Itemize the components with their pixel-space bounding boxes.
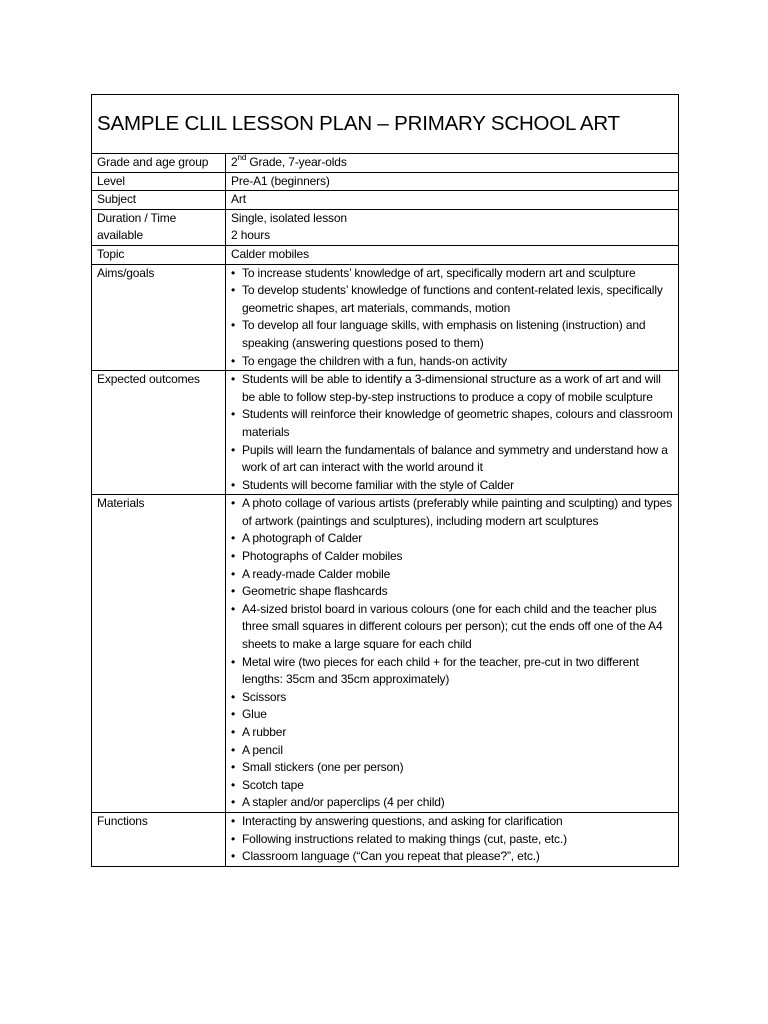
list-item: • Classroom language (“Can you repeat that please?”, etc.) <box>231 848 674 866</box>
subject-label: Subject <box>92 191 226 210</box>
list-item: • A rubber <box>231 724 674 742</box>
functions-list <box>231 813 674 866</box>
level-label: Level <box>92 172 226 191</box>
row-level <box>92 172 678 191</box>
row-topic <box>92 245 678 264</box>
page-title: SAMPLE CLIL LESSON PLAN – PRIMARY SCHOOL ART <box>92 95 678 154</box>
list-item: • Students will reinforce their knowledge of geometric shapes, colours and classroom materials <box>231 406 674 441</box>
row-aims <box>92 264 678 371</box>
duration-value-line2: 2 hours <box>231 228 270 243</box>
row-functions <box>92 812 678 865</box>
list-item: • Scissors <box>231 689 674 707</box>
row-duration <box>92 209 678 245</box>
list-item: • Students will become familiar with the style of Calder <box>231 477 674 495</box>
list-item: • A stapler and/or paperclips (4 per child) <box>231 794 674 812</box>
list-item: • Small stickers (one per person) <box>231 759 674 777</box>
duration-value-line1: Single, isolated lesson <box>231 210 347 225</box>
functions-label: Functions <box>92 812 226 865</box>
list-item: • Pupils will learn the fundamentals of balance and symmetry and understand how a work of art can interact with the world around it <box>231 442 674 477</box>
aims-list <box>231 265 674 371</box>
grade-value <box>226 154 679 172</box>
list-item: • Students will be able to identify a 3-dimensional structure as a work of art and will be able to follow step-by-step instructions to produce a copy of mobile sculpture <box>231 371 674 406</box>
grade-number: 2 <box>231 155 238 169</box>
row-outcomes <box>92 371 678 495</box>
list-item: • Interacting by answering questions, and asking for clarification <box>231 813 674 831</box>
list-item: • Following instructions related to making things (cut, paste, etc.) <box>231 831 674 849</box>
subject-value: Art <box>226 191 679 210</box>
topic-label: Topic <box>92 245 226 264</box>
grade-text: Grade, 7-year-olds <box>246 155 347 169</box>
topic-value: Calder mobiles <box>226 245 679 264</box>
list-item: • A ready-made Calder mobile <box>231 566 674 584</box>
duration-value <box>226 209 679 245</box>
grade-suffix: nd <box>237 153 247 162</box>
materials-label: Materials <box>92 495 226 813</box>
outcomes-list <box>231 371 674 494</box>
lesson-plan-table <box>91 94 679 867</box>
list-item: • A photo collage of various artists (preferably while painting and sculpting) and types of artwork (paintings and sculptures), including modern art sculptures <box>231 495 674 530</box>
row-materials <box>92 495 678 813</box>
list-item: • Photographs of Calder mobiles <box>231 548 674 566</box>
list-item: • To increase students’ knowledge of art, specifically modern art and sculpture <box>231 265 674 283</box>
list-item: • To develop students’ knowledge of functions and content-related lexis, specifically geometric shapes, art materials, commands, motion <box>231 282 674 317</box>
row-subject <box>92 191 678 210</box>
list-item: • A photograph of Calder <box>231 530 674 548</box>
list-item: • Glue <box>231 706 674 724</box>
outcomes-label: Expected outcomes <box>92 371 226 495</box>
list-item: • To engage the children with a fun, hands-on activity <box>231 353 674 371</box>
list-item: • Scotch tape <box>231 777 674 795</box>
list-item: • A pencil <box>231 742 674 760</box>
list-item: • Geometric shape flashcards <box>231 583 674 601</box>
grade-label: Grade and age group <box>92 154 226 172</box>
aims-label: Aims/goals <box>92 264 226 371</box>
list-item: • Metal wire (two pieces for each child + for the teacher, pre-cut in two different lengths: 35cm and 35cm approximately) <box>231 654 674 689</box>
lesson-details <box>92 154 678 866</box>
list-item: • To develop all four language skills, with emphasis on listening (instruction) and speaking (answering questions posed to them) <box>231 317 674 352</box>
level-value: Pre-A1 (beginners) <box>226 172 679 191</box>
list-item: • A4-sized bristol board in various colours (one for each child and the teacher plus three small squares in different colours per person); cut the ends off one of the A4 sheets to make a large square for each child <box>231 601 674 654</box>
materials-list <box>231 495 674 812</box>
row-grade <box>92 154 678 172</box>
duration-label: Duration / Time available <box>92 209 226 245</box>
